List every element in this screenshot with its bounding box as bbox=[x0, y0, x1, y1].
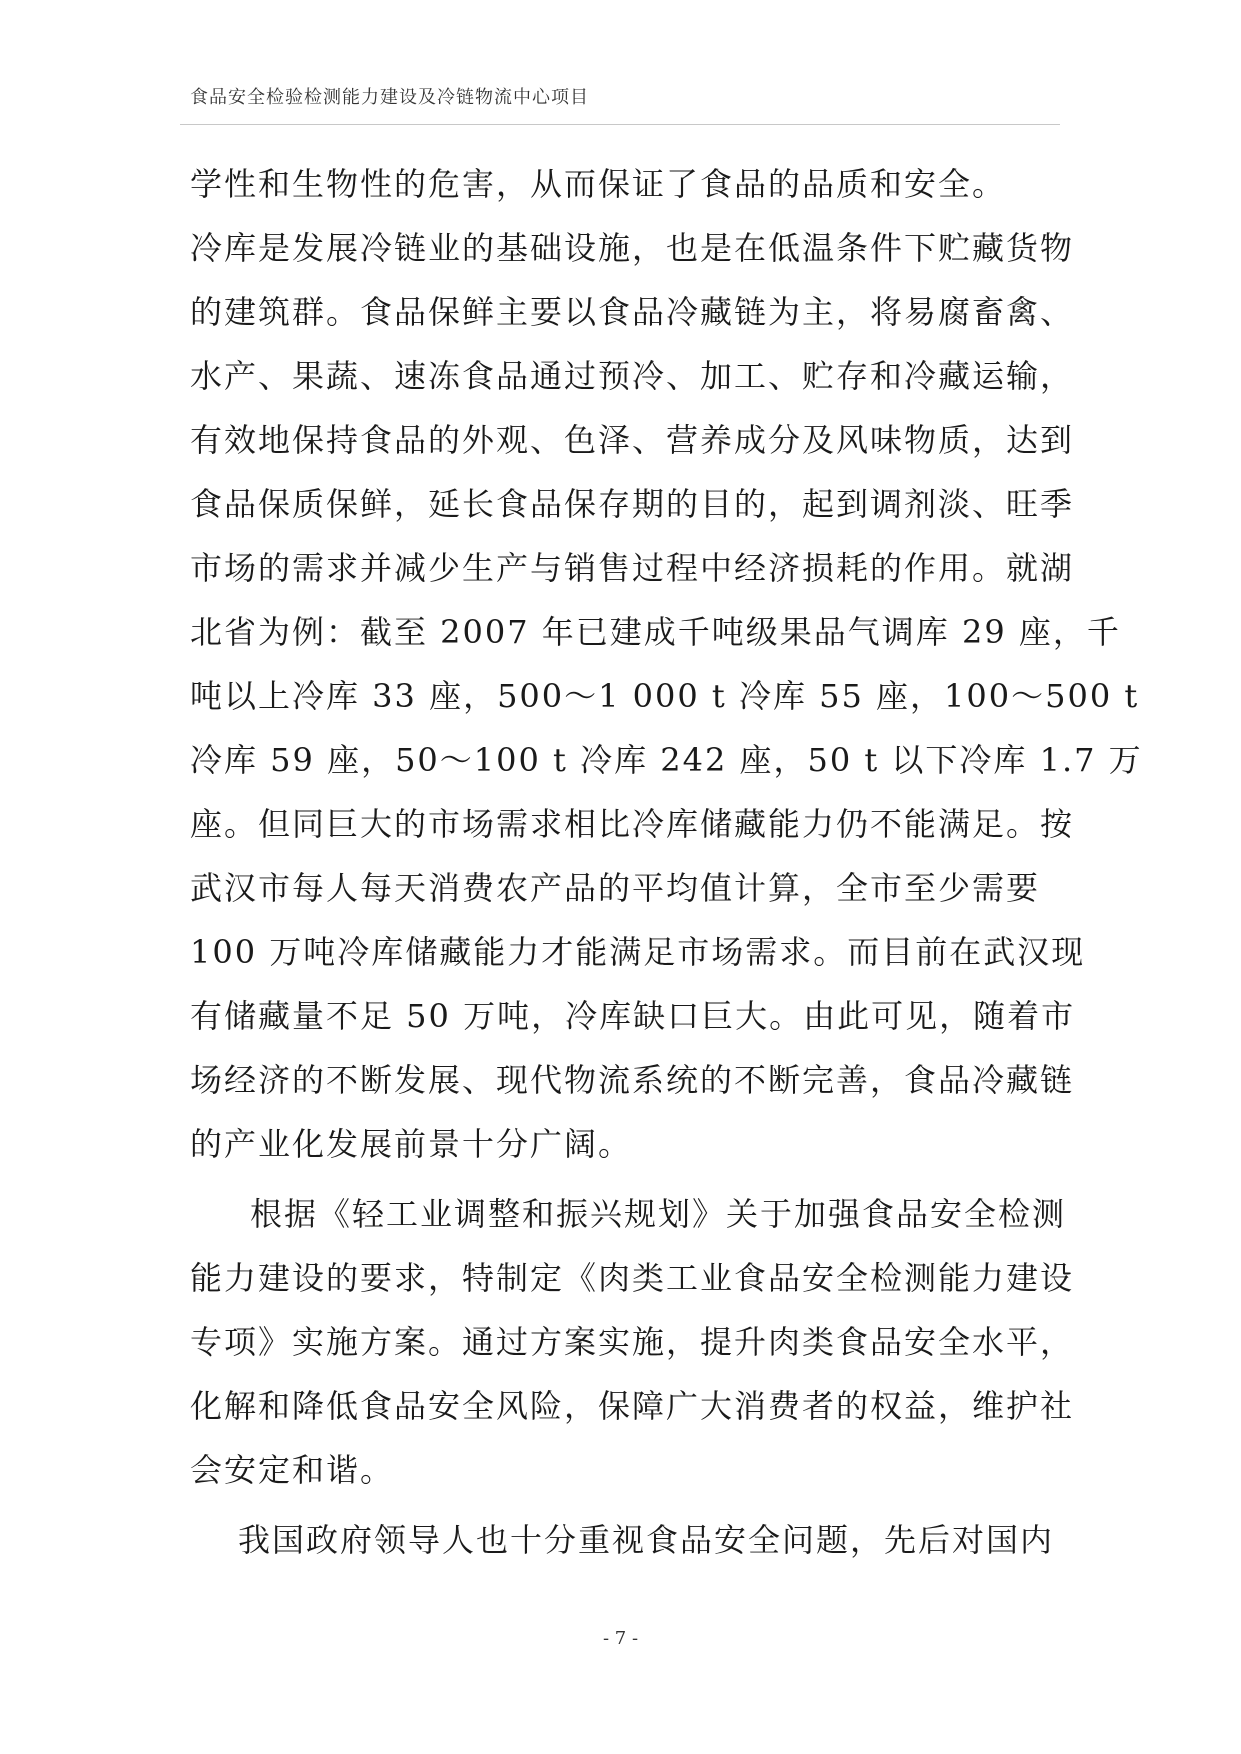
text-line: 我国政府领导人也十分重视食品安全问题，先后对国内 bbox=[238, 1521, 1055, 1559]
text-line: 会安定和谐。 bbox=[190, 1451, 395, 1489]
page-number: - 7 - bbox=[602, 1628, 639, 1649]
running-header: 食品安全检验检测能力建设及冷链物流中心项目 bbox=[190, 87, 589, 108]
header-divider bbox=[180, 124, 1060, 125]
text-line: 场经济的不断发展、现代物流系统的不断完善，食品冷藏链 bbox=[190, 1061, 1075, 1099]
text-line: 化解和降低食品安全风险，保障广大消费者的权益，维护社 bbox=[190, 1387, 1075, 1425]
text-line: 100 万吨冷库储藏能力才能满足市场需求。而目前在武汉现 bbox=[190, 933, 1086, 971]
paragraph-2 bbox=[190, 216, 1143, 1176]
body-text bbox=[190, 152, 1143, 1572]
text-line: 水产、果蔬、速冻食品通过预冷、加工、贮存和冷藏运输， bbox=[190, 357, 1075, 395]
text-line: 有储藏量不足 50 万吨，冷库缺口巨大。由此可见，随着市 bbox=[190, 997, 1076, 1035]
text-line: 的建筑群。食品保鲜主要以食品冷藏链为主，将易腐畜禽、 bbox=[190, 293, 1075, 331]
text-line: 市场的需求并减少生产与销售过程中经济损耗的作用。就湖 bbox=[190, 549, 1075, 587]
text-line: 根据《轻工业调整和振兴规划》关于加强食品安全检测 bbox=[250, 1195, 1067, 1233]
text-line: 北省为例：截至 2007 年已建成千吨级果品气调库 29 座，千 bbox=[190, 613, 1121, 651]
text-line: 食品保质保鲜，延长食品保存期的目的，起到调剂淡、旺季 bbox=[190, 485, 1075, 523]
paragraph-1 bbox=[190, 152, 1046, 216]
text-line: 能力建设的要求，特制定《肉类工业食品安全检测能力建设 bbox=[190, 1259, 1075, 1297]
paragraph-3 bbox=[190, 1182, 1075, 1502]
text-line: 专项》实施方案。通过方案实施，提升肉类食品安全水平， bbox=[190, 1323, 1075, 1361]
text-line: 的产业化发展前景十分广阔。 bbox=[190, 1125, 633, 1163]
text-line: 武汉市每人每天消费农产品的平均值计算，全市至少需要 bbox=[190, 869, 1041, 907]
text-line: 有效地保持食品的外观、色泽、营养成分及风味物质，达到 bbox=[190, 421, 1075, 459]
text-line: 冷库 59 座，50～100 t 冷库 242 座，50 t 以下冷库 1.7 万 bbox=[190, 741, 1143, 779]
text-line: 吨以上冷库 33 座，500～1 000 t 冷库 55 座，100～500 t bbox=[190, 677, 1140, 715]
paragraph-4 bbox=[190, 1508, 1055, 1572]
text-line: 座。但同巨大的市场需求相比冷库储藏能力仍不能满足。按 bbox=[190, 805, 1075, 843]
text-line: 冷库是发展冷链业的基础设施，也是在低温条件下贮藏货物 bbox=[190, 229, 1075, 267]
text-line: 学性和生物性的危害，从而保证了食品的品质和安全。 bbox=[190, 165, 1007, 203]
